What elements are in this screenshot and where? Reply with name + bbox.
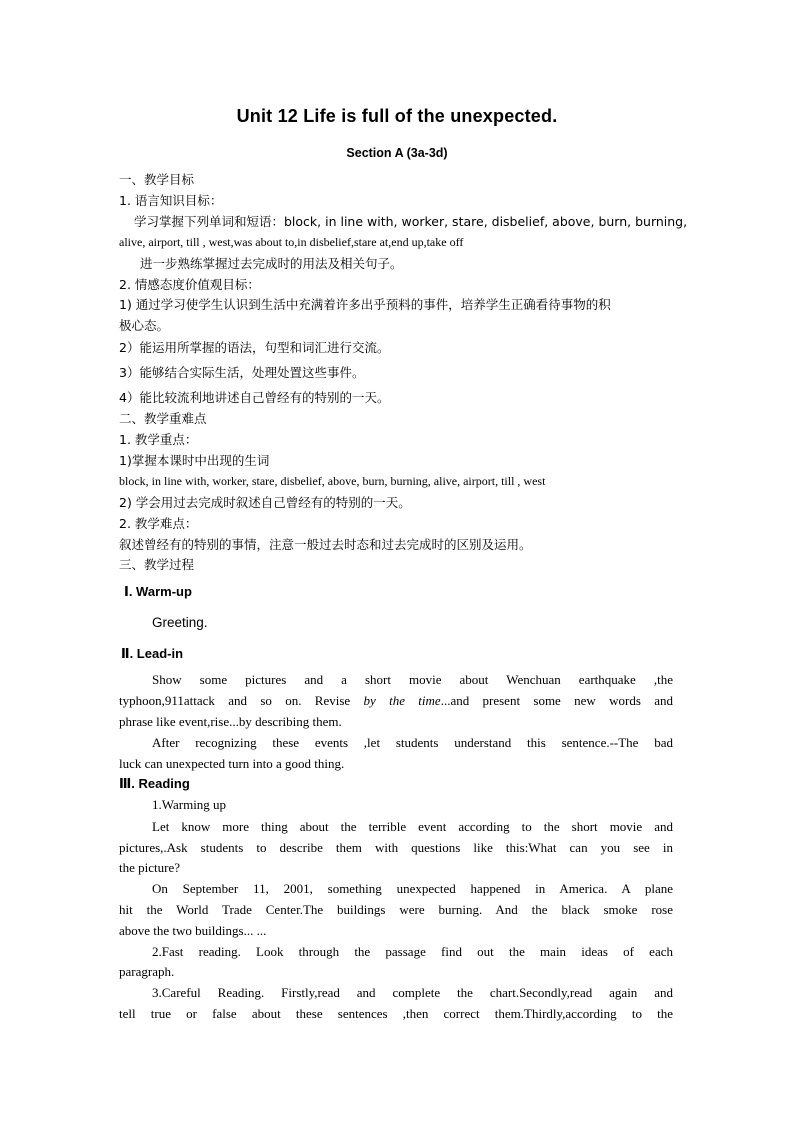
key-point-1-heading: 1. 教学重点： bbox=[119, 432, 198, 447]
objective-2-item-1-line-2: 极心态。 bbox=[119, 318, 170, 333]
reading-heading: Ⅲ. Reading bbox=[119, 776, 190, 791]
leadin-emphasis: by the time bbox=[363, 693, 441, 708]
key-point-1-item-1: 1)掌握本课时中出现的生词 bbox=[119, 453, 270, 468]
key-points-heading: 二、教学重难点 bbox=[119, 411, 207, 426]
objective-1-vocab-line-2: alive, airport, till , west,was about to,in disbelief,stare at,end up,take off bbox=[119, 235, 464, 249]
objective-1-vocab-line-1: 学习掌握下列单词和短语：block, in line with, worker, stare, disbelief, above, burn, burning, bbox=[134, 214, 688, 229]
key-point-2-heading: 2. 教学难点： bbox=[119, 516, 198, 531]
leadin-paragraph-2-line-2: luck can unexpected turn into a good thing. bbox=[119, 756, 345, 771]
reading-step-1-heading: 1.Warming up bbox=[152, 797, 227, 812]
reading-step-1-paragraph-1-line-3: the picture? bbox=[119, 860, 180, 875]
reading-step-3-line-1: 3.Careful Reading. Firstly,read and complete the chart.Secondly,read again and bbox=[152, 985, 673, 1000]
leadin-paragraph-1-line-2: typhoon,911attack and so on. Revise by the time...and present some new words and bbox=[119, 693, 674, 708]
objective-1-heading: 1. 语言知识目标： bbox=[119, 193, 223, 208]
objective-1-grammar: 进一步熟练掌握过去完成时的用法及相关句子。 bbox=[140, 256, 403, 271]
leadin-paragraph-1-line-3: phrase like event,rise...by describing them. bbox=[119, 714, 342, 729]
reading-step-1-paragraph-2-line-2: hit the World Trade Center.The buildings were burning. And the black smoke rose bbox=[119, 902, 673, 917]
leadin-paragraph-1-line-1: Show some pictures and a short movie about Wenchuan earthquake ,the bbox=[152, 672, 673, 687]
leadin-heading: Ⅱ. Lead-in bbox=[121, 646, 184, 661]
reading-step-2-line-1: 2.Fast reading. Look through the passage find out the main ideas of each bbox=[152, 944, 673, 959]
objective-2-item-4: 4）能比较流利地讲述自己曾经有的特别的一天。 bbox=[119, 390, 390, 405]
leadin-paragraph-2-line-1: After recognizing these events ,let students understand this sentence.--The bad bbox=[152, 735, 673, 750]
reading-step-1-paragraph-1-line-1: Let know more thing about the terrible event according to the short movie and bbox=[152, 819, 673, 834]
objectives-heading: 一、教学目标 bbox=[119, 172, 195, 187]
reading-step-1-paragraph-2-line-3: above the two buildings... ... bbox=[119, 923, 267, 938]
objective-2-item-3: 3）能够结合实际生活，处理处置这些事件。 bbox=[119, 365, 365, 380]
process-heading: 三、教学过程 bbox=[119, 557, 195, 572]
document-title: Unit 12 Life is full of the unexpected. bbox=[236, 106, 558, 126]
objective-2-item-1-line-1: 1) 通过学习使学生认识到生活中充满着许多出乎预料的事件，培养学生正确看待事物的积 bbox=[119, 297, 611, 312]
key-point-1-words: block, in line with, worker, stare, disbelief, above, burn, burning, alive, airport, till , west bbox=[119, 474, 546, 488]
warmup-heading: Ⅰ. Warm-up bbox=[124, 584, 192, 599]
key-point-1-item-2: 2) 学会用过去完成时叙述自己曾经有的特别的一天。 bbox=[119, 495, 411, 510]
reading-step-1-paragraph-1-line-2: pictures,.Ask students to describe them with questions like this:What can you see in bbox=[119, 840, 673, 855]
reading-step-3-line-2: tell true or false about these sentences ,then correct them.Thirdly,according to the bbox=[119, 1006, 673, 1021]
reading-step-1-paragraph-2-line-1: On September 11, 2001, something unexpected happened in America. A plane bbox=[152, 881, 673, 896]
greeting-text: Greeting. bbox=[152, 615, 208, 630]
objective-2-heading: 2. 情感态度价值观目标： bbox=[119, 277, 260, 292]
reading-step-2-line-2: paragraph. bbox=[119, 964, 175, 979]
key-point-2-text: 叙述曾经有的特别的事情，注意一般过去时态和过去完成时的区别及运用。 bbox=[119, 537, 532, 552]
objective-2-item-2: 2）能运用所掌握的语法，句型和词汇进行交流。 bbox=[119, 340, 390, 355]
section-subtitle: Section A (3a-3d) bbox=[346, 146, 448, 160]
